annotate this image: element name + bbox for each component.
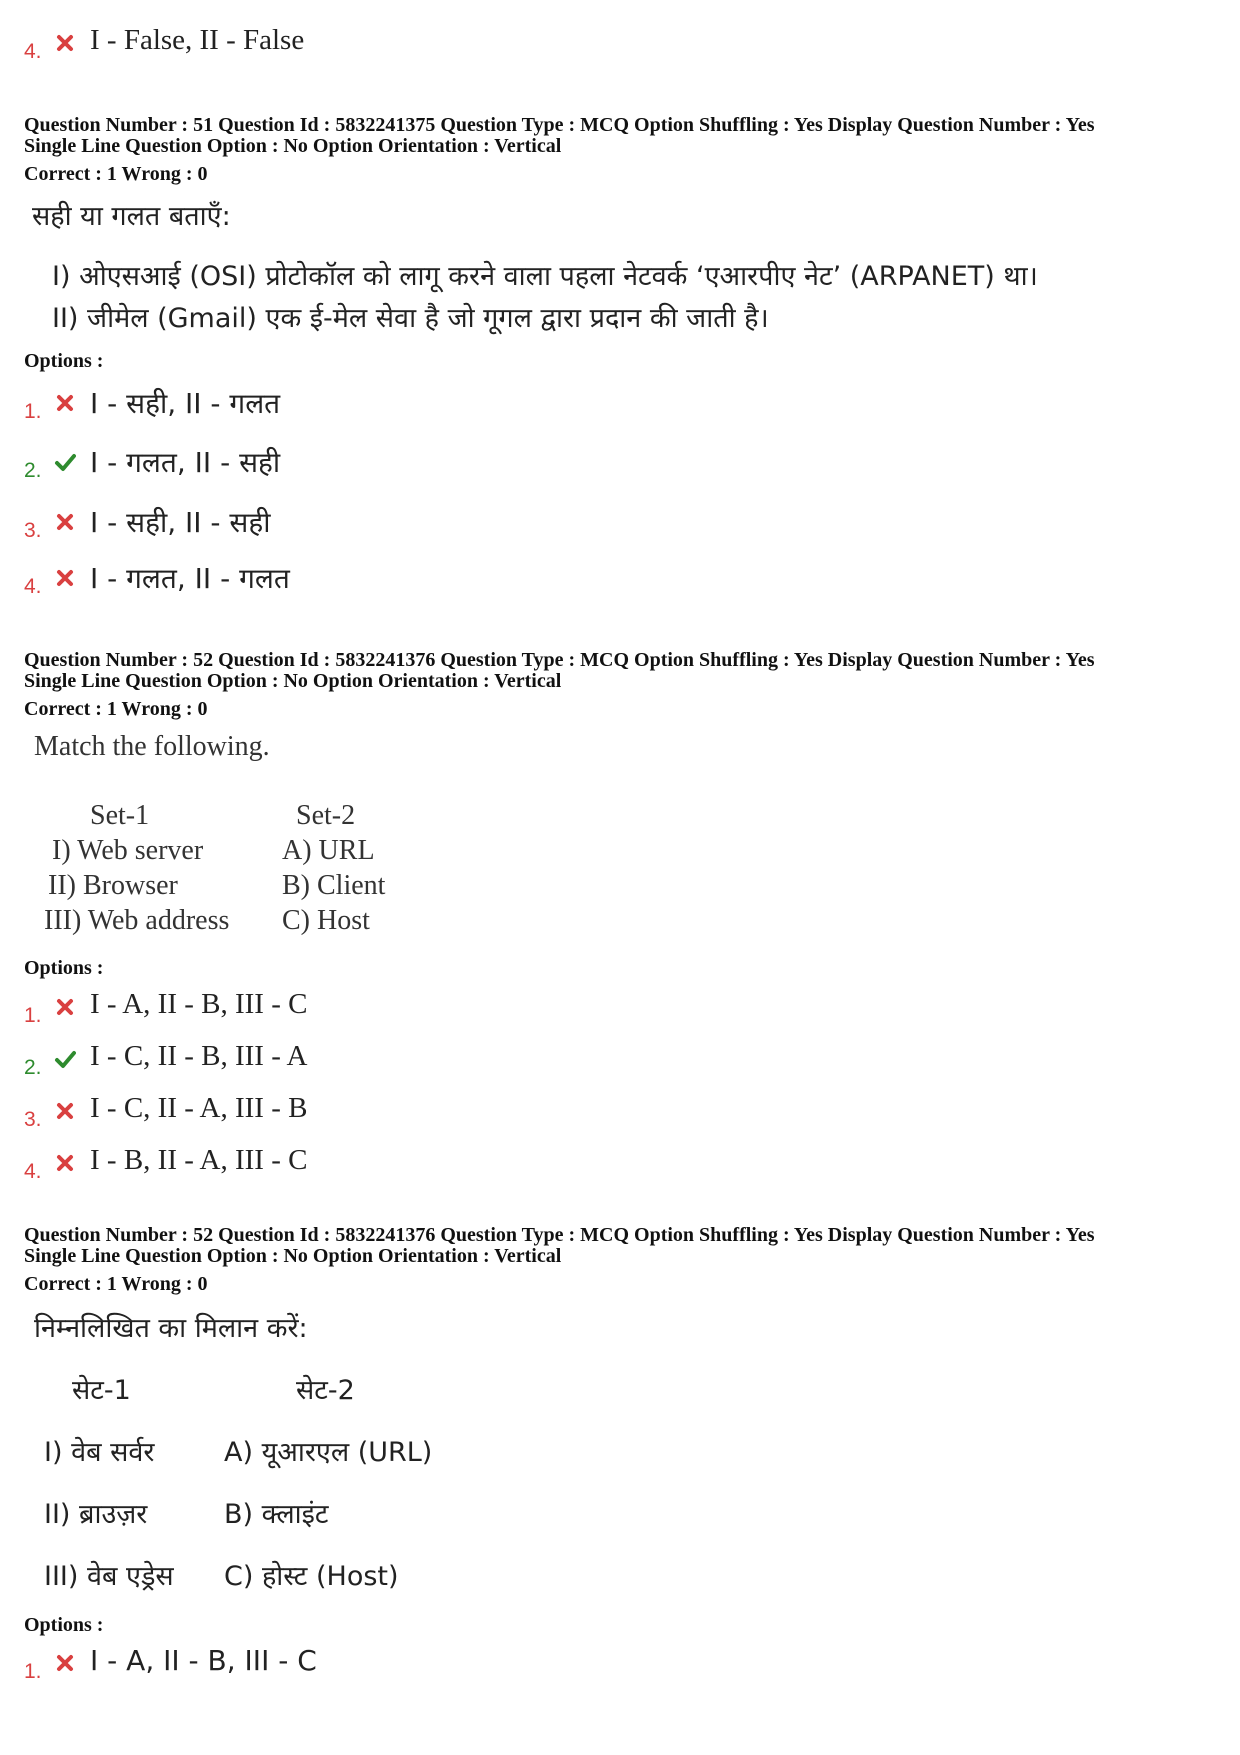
option-number: 2.	[24, 1056, 42, 1079]
option-number: 1.	[24, 1004, 42, 1027]
option-text: I - सही, II - गलत	[90, 387, 281, 420]
cross-icon	[54, 1652, 76, 1674]
set1-item: III) वेब एड्रेस	[44, 1561, 174, 1592]
question-meta-line2: Single Line Question Option : No Option Orientation : Vertical	[24, 670, 562, 692]
question-prompt: निम्नलिखित का मिलान करें:	[34, 1313, 308, 1344]
question-meta-line2: Single Line Question Option : No Option Orientation : Vertical	[24, 1245, 562, 1267]
option-text: I - False, II - False	[90, 24, 305, 56]
question-prompt: Match the following.	[34, 731, 270, 762]
option-text: I - C, II - B, III - A	[90, 1040, 308, 1072]
option-number: 1.	[24, 1660, 42, 1683]
question-score: Correct : 1 Wrong : 0	[24, 163, 208, 185]
option-text: I - A, II - B, III - C	[90, 1644, 317, 1677]
set1-item: I) Web server	[52, 835, 204, 866]
option-text: I - C, II - A, III - B	[90, 1092, 308, 1124]
question-score: Correct : 1 Wrong : 0	[24, 1273, 208, 1295]
question-statement: II) जीमेल (Gmail) एक ई-मेल सेवा है जो गूगल द्वारा प्रदान की जाती है।	[52, 303, 769, 334]
set1-item: I) वेब सर्वर	[44, 1437, 155, 1468]
set2-item: C) होस्ट (Host)	[224, 1561, 399, 1592]
question-meta-line1: Question Number : 51 Question Id : 5832241375 Question Type : MCQ Option Shuffling : Yes Display Question Number : Yes	[24, 114, 1095, 136]
option-number: 4.	[24, 1160, 42, 1183]
cross-icon	[54, 32, 76, 54]
question-prompt: सही या गलत बताएँ:	[32, 201, 231, 232]
check-icon	[54, 451, 76, 473]
option-number: 1.	[24, 400, 42, 423]
set2-item: B) Client	[282, 870, 386, 901]
options-label: Options :	[24, 957, 104, 979]
option-text: I - गलत, II - सही	[90, 446, 281, 479]
option-text: I - गलत, II - गलत	[90, 562, 290, 595]
set1-item: II) ब्राउज़र	[44, 1499, 148, 1530]
cross-icon	[54, 996, 76, 1018]
cross-icon	[54, 511, 76, 533]
set2-item: A) URL	[282, 835, 375, 866]
option-number: 3.	[24, 519, 42, 542]
set1-item: II) Browser	[48, 870, 178, 901]
set2-item: B) क्लाइंट	[224, 1499, 329, 1530]
set2-item: A) यूआरएल (URL)	[224, 1437, 433, 1468]
cross-icon	[54, 1152, 76, 1174]
option-number: 3.	[24, 1108, 42, 1131]
question-meta-line2: Single Line Question Option : No Option Orientation : Vertical	[24, 135, 562, 157]
options-label: Options :	[24, 1614, 104, 1636]
option-text: I - B, II - A, III - C	[90, 1144, 308, 1176]
question-meta-line1: Question Number : 52 Question Id : 5832241376 Question Type : MCQ Option Shuffling : Yes Display Question Number : Yes	[24, 1224, 1095, 1246]
question-statement: I) ओएसआई (OSI) प्रोटोकॉल को लागू करने वाला पहला नेटवर्क ‘एआरपीए नेट’ (ARPANET) था।	[52, 261, 1038, 292]
set1-header: सेट-1	[72, 1375, 131, 1406]
cross-icon	[54, 567, 76, 589]
set2-header: Set-2	[296, 800, 356, 831]
set2-item: C) Host	[282, 905, 370, 936]
set1-header: Set-1	[90, 800, 150, 831]
option-number: 4.	[24, 40, 42, 63]
option-text: I - A, II - B, III - C	[90, 988, 308, 1020]
option-text: I - सही, II - सही	[90, 506, 271, 539]
cross-icon	[54, 392, 76, 414]
option-number: 4.	[24, 575, 42, 598]
set2-header: सेट-2	[296, 1375, 355, 1406]
question-score: Correct : 1 Wrong : 0	[24, 698, 208, 720]
options-label: Options :	[24, 350, 104, 372]
question-meta-line1: Question Number : 52 Question Id : 5832241376 Question Type : MCQ Option Shuffling : Yes Display Question Number : Yes	[24, 649, 1095, 671]
check-icon	[54, 1048, 76, 1070]
set1-item: III) Web address	[44, 905, 230, 936]
option-number: 2.	[24, 459, 42, 482]
cross-icon	[54, 1100, 76, 1122]
